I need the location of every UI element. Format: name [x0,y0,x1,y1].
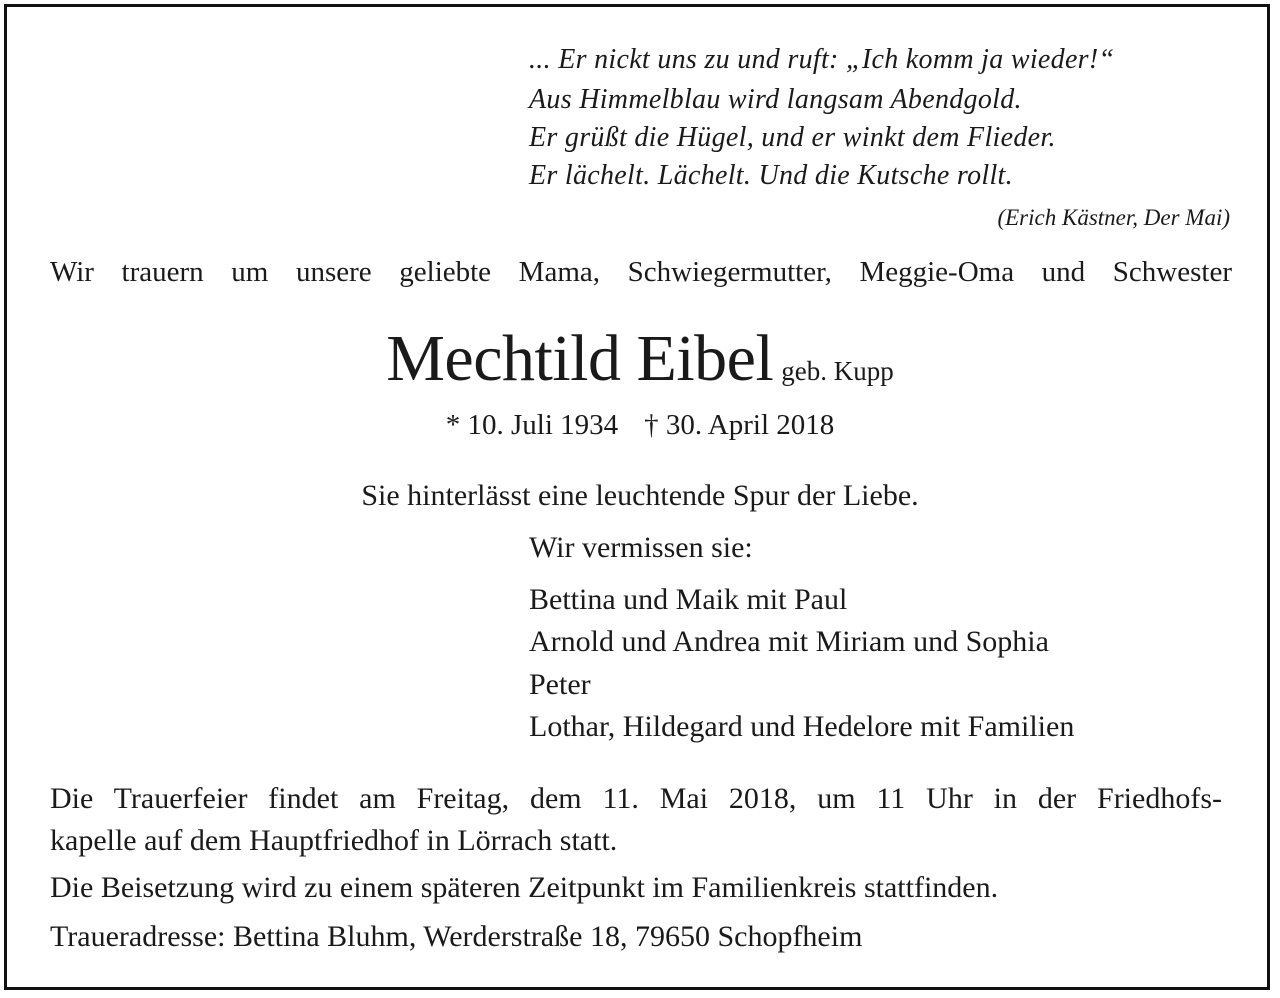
deceased-name: Mechtild Eibel [386,322,774,395]
ceremony-line-1: Die Trauerfeier findet am Freitag, dem 11. Mai 2018, um 11 Uhr in der Friedhofs- [50,782,1222,815]
mourner-line-1: Bettina und Maik mit Paul [529,583,848,616]
poem-attribution: (Erich Kästner, Der Mai) [997,205,1230,230]
poem-line-3: Er grüßt die Hügel, und er winkt dem Flieder. [529,122,1056,153]
poem-line-2: Aus Himmelblau wird langsam Abendgold. [529,84,1022,115]
life-dates [0,411,1280,440]
tagline: Sie hinterlässt eine leuchtende Spur der Liebe. [361,479,919,512]
maiden-name: geb. Kupp [781,356,894,386]
mourner-line-2: Arnold und Andrea mit Miriam und Sophia [529,625,1049,658]
mourners-heading: Wir vermissen sie: [529,531,753,564]
poem-line-4: Er lächelt. Lächelt. Und die Kutsche rollt. [529,160,1013,191]
mourner-line-4: Lothar, Hildegard und Hedelore mit Familien [529,710,1075,743]
burial-text: Die Beisetzung wird zu einem späteren Zeitpunkt im Familienkreis stattfinden. [50,871,999,904]
birth-date: * 10. Juli 1934 [445,409,619,441]
poem-line-1: ... Er nickt uns zu und ruft: „Ich komm ja wieder!“ [529,44,1115,75]
ceremony-line-2: kapelle auf dem Hauptfriedhof in Lörrach statt. [50,824,618,857]
mourner-line-3: Peter [529,668,591,701]
intro-text: Wir trauern um unsere geliebte Mama, Schwiegermutter, Meggie-Oma und Schwester [50,256,1232,288]
deceased-name-row [0,322,1280,395]
death-date: † 30. April 2018 [644,409,835,441]
mourning-address: Traueradresse: Bettina Bluhm, Werderstraße 18, 79650 Schopfheim [50,920,863,953]
